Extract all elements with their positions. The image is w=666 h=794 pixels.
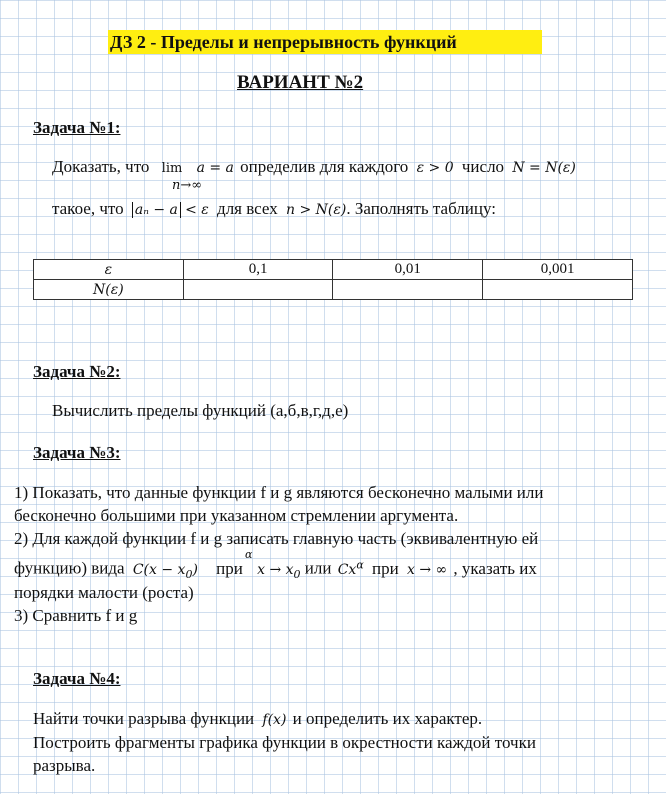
n-condition: n > N(ε) xyxy=(286,202,347,218)
lt-eps: < ε xyxy=(185,202,209,218)
at-text: при xyxy=(216,558,243,578)
x-to-infinity: x → ∞ xyxy=(406,561,448,578)
table-cell-empty[interactable] xyxy=(183,280,333,300)
find-text: Найти точки разрыва функции xyxy=(33,709,255,728)
task3-line4 xyxy=(14,558,537,580)
task3-line6: 3) Сравнить f и g xyxy=(14,606,138,625)
specify-text: , указать их xyxy=(453,558,537,578)
at-text: при xyxy=(372,558,399,578)
table-cell: 0,01 xyxy=(333,260,483,280)
or-text: или xyxy=(304,558,332,578)
determine-text: и определить их характер. xyxy=(292,709,483,728)
eps-condition: ε > 0 xyxy=(416,160,454,176)
task4-heading: Задача №4: xyxy=(33,669,121,688)
such-that-text: такое, что xyxy=(52,199,124,218)
epsilon-table xyxy=(33,259,633,300)
prove-text: Доказать, что xyxy=(52,157,150,176)
alpha-superscript: α xyxy=(245,548,253,561)
task3-line3: 2) Для каждой функции f и g записать главную часть (эквивалентную ей xyxy=(14,529,539,548)
task4-line2: Построить фрагменты графика функции в окрестности каждой точки xyxy=(33,733,536,752)
task3-line1: 1) Показать, что данные функции f и g являются бесконечно малыми или xyxy=(14,483,544,502)
determine-text: определив для каждого xyxy=(240,157,409,176)
task1-line1 xyxy=(52,157,576,177)
table-row xyxy=(34,280,633,300)
table-row-label: N(ε) xyxy=(34,280,184,300)
lim-subscript: n→∞ xyxy=(172,178,203,193)
task3-line2: бесконечно большими при указанном стремлении аргумента. xyxy=(14,506,459,525)
lim-expression: a = a xyxy=(196,160,234,176)
task4-line1 xyxy=(33,709,482,729)
table-row xyxy=(34,260,633,280)
table-cell: 0,001 xyxy=(483,260,633,280)
task1-heading: Задача №1: xyxy=(33,118,121,137)
task1-line2 xyxy=(52,199,496,219)
task4-line3: разрыва. xyxy=(33,756,96,775)
form-text: функцию) вида xyxy=(14,558,125,578)
abs-expression: aₙ − a xyxy=(132,202,181,218)
formula-C: $C(x - x_0)$ xyxy=(132,561,198,581)
for-all-text: для всех xyxy=(217,199,278,218)
table-cell-empty[interactable] xyxy=(333,280,483,300)
f-of-x: f(x) xyxy=(262,712,287,728)
number-text: число xyxy=(461,157,505,176)
x-to-x0: $x \to x_0$ xyxy=(257,561,301,581)
table-cell-empty[interactable] xyxy=(483,280,633,300)
task2-text: Вычислить пределы функций (а,б,в,г,д,е) xyxy=(52,401,349,420)
task3-heading: Задача №3: xyxy=(33,443,121,462)
task3-line5: порядки малости (роста) xyxy=(14,583,194,602)
variant-heading: ВАРИАНТ №2 xyxy=(237,72,364,93)
N-definition: N = N(ε) xyxy=(512,160,576,176)
fill-table-text: . Заполнять таблицу: xyxy=(346,199,496,218)
task2-heading: Задача №2: xyxy=(33,362,121,381)
Cx-alpha: $Cx^\alpha$ xyxy=(337,558,364,578)
page-title: ДЗ 2 - Пределы и непрерывность функций xyxy=(108,30,542,54)
table-cell: 0,1 xyxy=(183,260,333,280)
lim-label: lim xyxy=(161,161,183,176)
table-row-label: ε xyxy=(34,260,184,280)
